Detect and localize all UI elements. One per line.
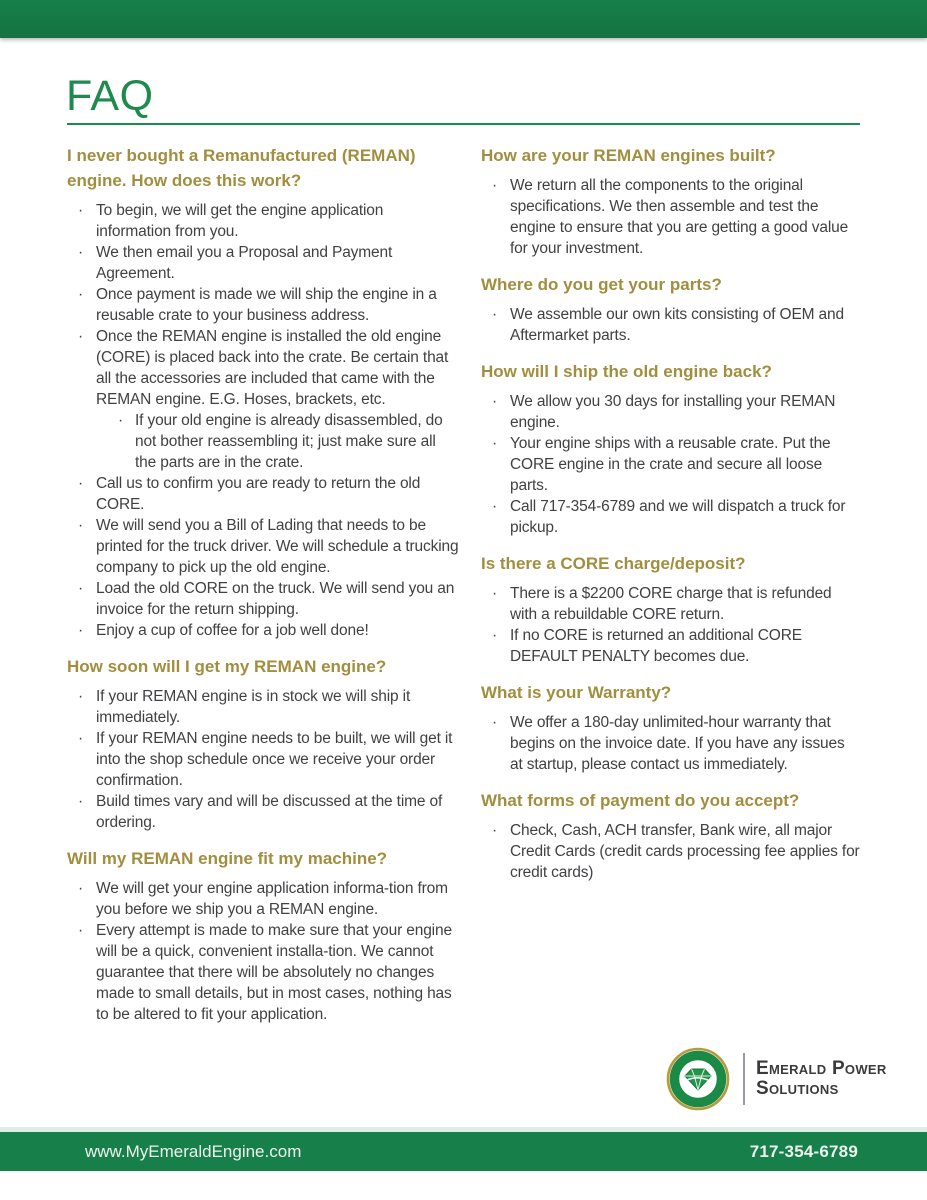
bullet-dot-icon: ·	[78, 202, 84, 219]
faq-bullet-item	[67, 620, 459, 641]
faq-bullet-item	[481, 625, 861, 667]
faq-bullet-text: Your engine ships with a reusable crate. Put the CORE engine in the crate and secure all loose parts.	[510, 435, 831, 494]
title-underline	[67, 123, 860, 125]
bullet-dot-icon: ·	[492, 393, 498, 410]
faq-answer-list	[67, 686, 459, 833]
emerald-gem-logo-icon	[666, 1047, 730, 1111]
faq-question-heading: Where do you get your parts?	[481, 275, 722, 294]
bullet-dot-icon: ·	[78, 922, 84, 939]
faq-sub-bullet-item	[67, 410, 459, 473]
bullet-dot-icon: ·	[492, 306, 498, 323]
faq-bullet-text: We offer a 180-day unlimited-hour warranty that begins on the invoice date. If you have any issues at startup, please contact us immediately.	[510, 714, 845, 773]
page-title: FAQ	[66, 72, 154, 120]
faq-answer-list	[67, 200, 459, 641]
faq-bullet-item	[67, 284, 459, 326]
faq-question-heading: Is there a CORE charge/deposit?	[481, 554, 746, 573]
company-wordmark	[756, 1059, 887, 1099]
faq-bullet-text: If your REMAN engine is in stock we will ship it immediately.	[96, 688, 411, 726]
bullet-dot-icon: ·	[78, 517, 84, 534]
faq-question-heading: How are your REMAN engines built?	[481, 146, 776, 165]
bullet-dot-icon: ·	[78, 622, 84, 639]
bullet-dot-icon: ·	[78, 580, 84, 597]
company-logo	[666, 1046, 887, 1112]
bullet-dot-icon: ·	[78, 244, 84, 261]
faq-bullet-item	[67, 878, 459, 920]
faq-bullet-item	[67, 200, 459, 242]
faq-bullet-item	[481, 583, 861, 625]
faq-bullet-item	[481, 433, 861, 496]
faq-question-heading: I never bought a Remanufactured (REMAN) engine. How does this work?	[67, 146, 416, 190]
faq-bullet-text: Check, Cash, ACH transfer, Bank wire, all major Credit Cards (credit cards processing fee applies for credit cards)	[510, 822, 860, 881]
faq-bullet-item	[481, 712, 861, 775]
faq-bullet-item	[67, 515, 459, 578]
faq-section	[481, 359, 861, 538]
faq-answer-list	[481, 175, 861, 259]
faq-bullet-text: There is a $2200 CORE charge that is refunded with a rebuildable CORE return.	[510, 585, 832, 623]
faq-answer-list	[481, 820, 861, 883]
faq-bullet-item	[67, 578, 459, 620]
faq-bullet-item	[67, 473, 459, 515]
faq-sub-bullet-text: If your old engine is already disassembled, do not bother reassembling it; just make sure all the parts are in the crate.	[135, 412, 443, 471]
footer-bar	[0, 1132, 927, 1171]
faq-bullet-text: We will get your engine application informa-tion from you before we ship you a REMAN engine.	[96, 880, 448, 918]
faq-bullet-text: Call 717-354-6789 and we will dispatch a truck for pickup.	[510, 498, 846, 536]
faq-question-heading: How will I ship the old engine back?	[481, 362, 772, 381]
faq-bullet-item	[67, 326, 459, 410]
faq-bullet-text: If your REMAN engine needs to be built, we will get it into the shop schedule once we receive your order confirmation.	[96, 730, 453, 789]
faq-section	[67, 846, 459, 1025]
bullet-dot-icon: ·	[78, 286, 84, 303]
wordmark-line1: Emerald Power	[756, 1058, 887, 1079]
faq-bullet-item	[481, 175, 861, 259]
faq-question-heading: What is your Warranty?	[481, 683, 672, 702]
faq-bullet-item	[481, 820, 861, 883]
faq-bullet-item	[67, 791, 459, 833]
faq-answer-list	[481, 304, 861, 346]
faq-bullet-text: Once the REMAN engine is installed the old engine (CORE) is placed back into the crate. Be certain that all the accessories are included that came with the REMAN engine. E.G. Hoses, brackets, etc.	[96, 328, 449, 408]
faq-section	[481, 551, 861, 667]
bullet-dot-icon: ·	[492, 714, 498, 731]
top-banner	[0, 0, 927, 38]
faq-answer-list	[481, 391, 861, 538]
faq-bullet-item	[67, 686, 459, 728]
faq-bullet-text: Once payment is made we will ship the engine in a reusable crate to your business address.	[96, 286, 437, 324]
bullet-dot-icon: ·	[78, 880, 84, 897]
faq-bullet-text: We will send you a Bill of Lading that needs to be printed for the truck driver. We will schedule a trucking company to pick up the old engine.	[96, 517, 459, 576]
faq-section	[481, 788, 861, 883]
faq-answer-list	[67, 878, 459, 1025]
faq-column-left	[67, 141, 459, 1025]
footer-website-link[interactable]: www.MyEmeraldEngine.com	[85, 1141, 302, 1161]
faq-bullet-text: Call us to confirm you are ready to return the old CORE.	[96, 475, 421, 513]
footer-phone-number: 717-354-6789	[749, 1141, 858, 1161]
faq-bullet-text: Every attempt is made to make sure that your engine will be a quick, convenient installa-tion. We cannot guarantee that there will be absolutely no changes made to small details, but in most cases, nothing has to be altered to fit your application.	[96, 922, 452, 1023]
bullet-dot-icon: ·	[492, 498, 498, 515]
faq-column-right	[481, 141, 861, 883]
bullet-dot-icon: ·	[492, 627, 498, 644]
wordmark-line2: Solutions	[756, 1078, 839, 1099]
faq-question-heading: Will my REMAN engine fit my machine?	[67, 849, 388, 868]
bullet-dot-icon: ·	[492, 435, 498, 452]
faq-question-heading: What forms of payment do you accept?	[481, 791, 800, 810]
bullet-dot-icon: ·	[118, 412, 124, 429]
faq-bullet-text: Build times vary and will be discussed at the time of ordering.	[96, 793, 443, 831]
faq-answer-list	[481, 583, 861, 667]
faq-bullet-item	[67, 728, 459, 791]
faq-bullet-text: We allow you 30 days for installing your REMAN engine.	[510, 393, 836, 431]
faq-bullet-text: We return all the components to the original specifications. We then assemble and test the engine to ensure that you are getting a good value for your investment.	[510, 177, 849, 257]
faq-columns	[67, 141, 861, 1025]
faq-bullet-text: We then email you a Proposal and Payment Agreement.	[96, 244, 393, 282]
bullet-dot-icon: ·	[78, 688, 84, 705]
bullet-dot-icon: ·	[492, 822, 498, 839]
faq-section	[67, 143, 459, 641]
faq-section	[481, 272, 861, 346]
faq-bullet-text: If no CORE is returned an additional CORE DEFAULT PENALTY becomes due.	[510, 627, 802, 665]
bullet-dot-icon: ·	[492, 585, 498, 602]
faq-bullet-item	[481, 391, 861, 433]
faq-bullet-text: Load the old CORE on the truck. We will send you an invoice for the return shipping.	[96, 580, 455, 618]
faq-bullet-item	[67, 920, 459, 1025]
faq-section	[481, 680, 861, 775]
bullet-dot-icon: ·	[78, 328, 84, 345]
bullet-dot-icon: ·	[78, 475, 84, 492]
faq-section	[481, 143, 861, 259]
logo-divider	[743, 1053, 745, 1105]
faq-bullet-text: We assemble our own kits consisting of OEM and Aftermarket parts.	[510, 306, 844, 344]
bullet-dot-icon: ·	[492, 177, 498, 194]
faq-bullet-text: To begin, we will get the engine application information from you.	[96, 202, 384, 240]
faq-bullet-item	[481, 304, 861, 346]
faq-answer-list	[481, 712, 861, 775]
faq-question-heading: How soon will I get my REMAN engine?	[67, 657, 387, 676]
faq-bullet-item	[67, 242, 459, 284]
faq-section	[67, 654, 459, 833]
faq-bullet-item	[481, 496, 861, 538]
faq-bullet-text: Enjoy a cup of coffee for a job well done!	[96, 622, 369, 639]
bullet-dot-icon: ·	[78, 793, 84, 810]
bullet-dot-icon: ·	[78, 730, 84, 747]
